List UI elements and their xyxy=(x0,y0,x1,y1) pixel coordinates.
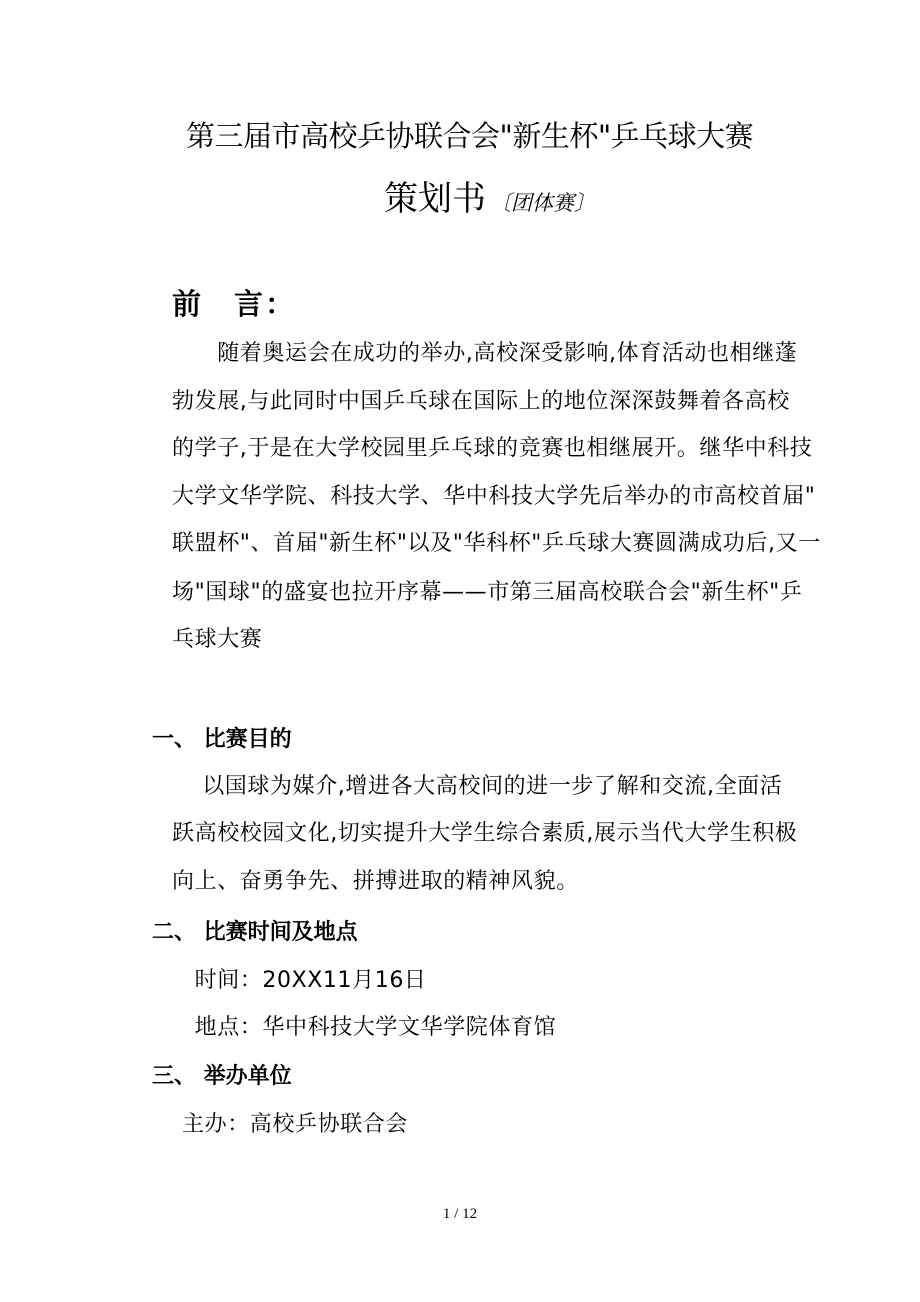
section-line: 跃高校校园文化,切实提升大学生综合素质,展示当代大学生积极 xyxy=(172,821,798,846)
preface-line: 乓球大赛 xyxy=(172,627,263,652)
document-title: 第三届市高校乒协联合会"新生杯"乒乓球大赛 xyxy=(186,119,754,153)
preface-line: 联盟杯"、首届"新生杯"以及"华科杯"乒乓球大赛圆满成功后,又一 xyxy=(172,531,821,556)
preface-heading: 前 言： xyxy=(172,287,297,321)
preface-line: 勃发展,与此同时中国乒乓球在国际上的地位深深鼓舞着各高校 xyxy=(172,389,790,414)
section-heading-purpose: 一、 比赛目的 xyxy=(152,727,292,752)
preface-line: 随着奥运会在成功的举办,高校深受影响,体育活动也相继蓬 xyxy=(172,341,798,366)
document-subtitle xyxy=(384,179,595,219)
preface-line: 的学子,于是在大学校园里乒乓球的竞赛也相继展开。继华中科技 xyxy=(172,436,813,461)
section-line: 向上、奋勇争先、拼搏进取的精神风貌。 xyxy=(172,869,579,894)
preface-line: 场"国球"的盛宴也拉开序幕——市第三届高校联合会"新生杯"乒 xyxy=(172,580,803,605)
preface-line: 大学文华学院、科技大学、华中科技大学先后举办的市高校首届" xyxy=(172,484,816,509)
section-heading-time-place: 二、 比赛时间及地点 xyxy=(152,920,358,945)
section-line-time: 时间：20XX11月16日 xyxy=(172,968,427,993)
section-heading-organizer: 三、 举办单位 xyxy=(152,1064,292,1089)
section-line-place: 地点：华中科技大学文华学院体育馆 xyxy=(172,1015,557,1040)
section-line-host: 主办：高校乒协联合会 xyxy=(182,1112,409,1137)
subtitle-note: 〔团体赛〕 xyxy=(490,191,595,215)
page-indicator: 1 / 12 xyxy=(442,1206,478,1222)
subtitle-text: 策划书 xyxy=(384,179,486,219)
section-line: 以国球为媒介,增进各大高校间的进一步了解和交流,全面活 xyxy=(172,774,783,799)
